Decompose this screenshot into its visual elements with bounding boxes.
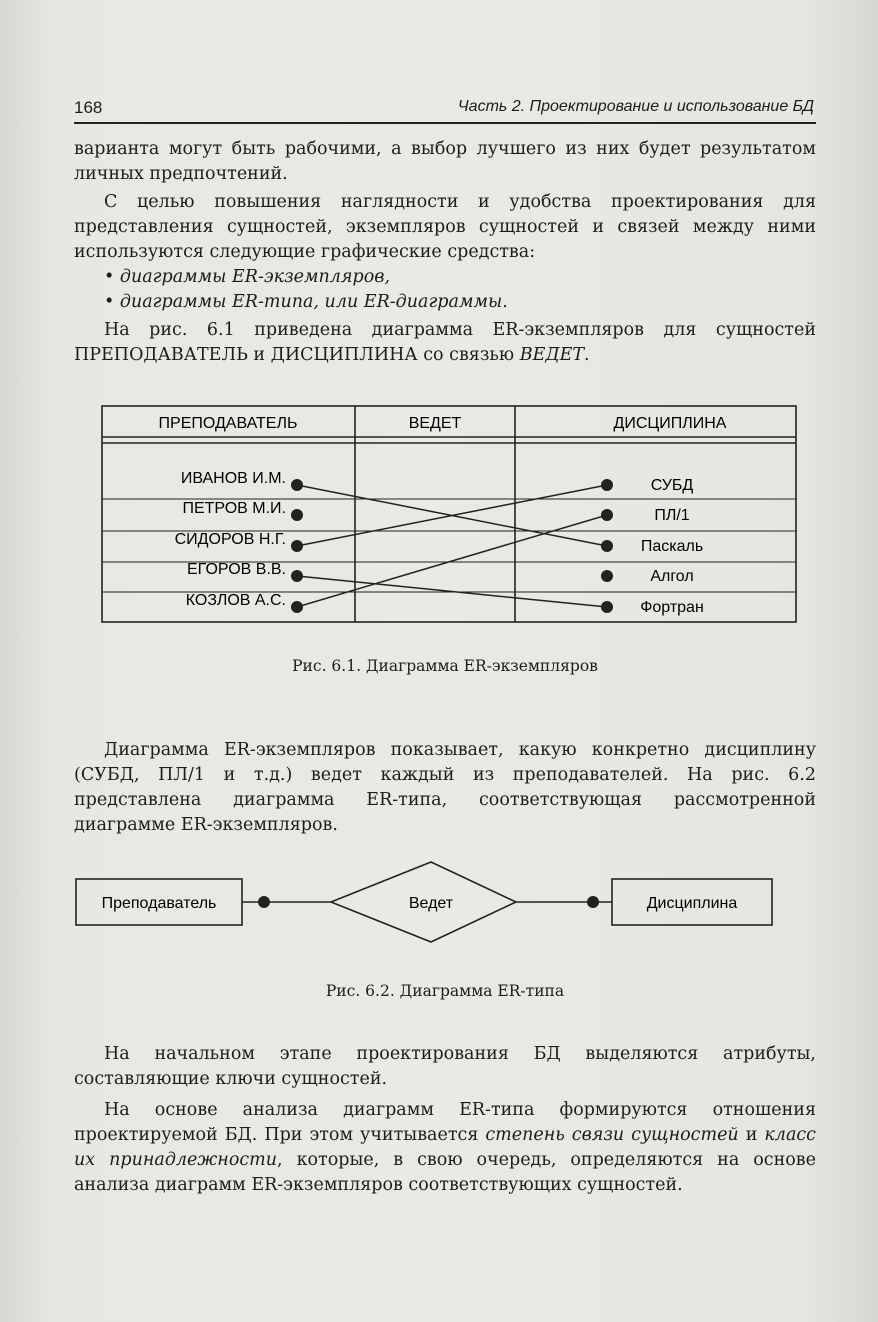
relations-text-start: На основе анализа диаграмм ER-типа формируются отношения проектируемой БД. При этом учитывается bbox=[74, 1100, 816, 1145]
fig1-ref-end: . bbox=[584, 345, 590, 365]
er-instance-diagram bbox=[100, 404, 798, 626]
left-connector-dot bbox=[258, 896, 270, 908]
teacher-dot bbox=[291, 540, 303, 552]
bullet-er-type: • диаграммы ER-типа, или ER-диаграммы. bbox=[104, 292, 508, 312]
teacher-dot bbox=[291, 509, 303, 521]
discipline-name: СУБД bbox=[650, 477, 694, 494]
paragraph-fig1-ref bbox=[74, 318, 816, 368]
paragraph-key-attributes: На начальном этапе проектирования БД выделяются атрибуты, составляющие ключи сущностей. bbox=[74, 1044, 816, 1089]
fig1-ref-emphasis: ВЕДЕТ bbox=[519, 345, 585, 365]
relations-emphasis-degree: степень связи сущностей bbox=[485, 1125, 739, 1145]
fig1-ref-text: На рис. 6.1 приведена диаграмма ER-экземпляров для сущностей ПРЕПОДАВАТЕЛЬ и ДИСЦИПЛИНА со связью bbox=[74, 320, 816, 365]
discipline-dot bbox=[601, 601, 613, 613]
discipline-dot bbox=[601, 540, 613, 552]
teacher-name: ИВАНОВ И.М. bbox=[180, 470, 286, 487]
teacher-dot bbox=[291, 570, 303, 582]
discipline-dot bbox=[601, 509, 613, 521]
figure2-caption: Рис. 6.2. Диаграмма ER-типа bbox=[325, 982, 565, 1000]
discipline-name: ПЛ/1 bbox=[654, 507, 690, 524]
er-type-diagram bbox=[74, 858, 826, 950]
teacher-name: СИДОРОВ Н.Г. bbox=[174, 531, 286, 548]
paragraph-relations bbox=[74, 1098, 816, 1198]
relationship-label: Ведет bbox=[408, 895, 454, 912]
header-discipline: ДИСЦИПЛИНА bbox=[613, 415, 727, 432]
mid-text bbox=[74, 738, 816, 838]
teacher-name: ЕГОРОВ В.В. bbox=[187, 561, 286, 578]
paragraph-diagram-explanation: Диаграмма ER-экземпляров показывает, какую конкретно дисциплину (СУБД, ПЛ/1 и т.д.) ведет каждый из преподавателей. На рис. 6.2 представлена диаграмма ER-типа, соответствующая рассмотренной диаграмме ER-экземпляров. bbox=[74, 740, 816, 835]
bullet-er-instances: • диаграммы ER-экземпляров, bbox=[104, 267, 391, 287]
header-leads: ВЕДЕТ bbox=[408, 415, 462, 432]
figure1-caption: Рис. 6.1. Диаграмма ER-экземпляров bbox=[292, 657, 598, 675]
teacher-dot bbox=[291, 601, 303, 613]
teacher-dot bbox=[291, 479, 303, 491]
header-teacher: ПРЕПОДАВАТЕЛЬ bbox=[158, 415, 298, 432]
entity-teacher-label: Преподаватель bbox=[101, 895, 217, 912]
discipline-dot bbox=[601, 479, 613, 491]
page-number: 168 bbox=[74, 98, 103, 117]
running-title: Часть 2. Проектирование и использование БД bbox=[457, 98, 814, 115]
relations-text-end: , которые, в свою очередь, определяются на основе анализа диаграмм ER-экземпляров соответствующих сущностей. bbox=[74, 1150, 816, 1195]
discipline-name: Фортран bbox=[640, 599, 704, 616]
relations-emphasis-class: класс их принадлежности bbox=[74, 1125, 816, 1170]
right-connector-dot bbox=[587, 896, 599, 908]
outro-text bbox=[74, 1042, 816, 1198]
page-header bbox=[74, 96, 816, 124]
relations-text-mid: и bbox=[738, 1125, 765, 1145]
paragraph-continued: варианта могут быть рабочими, а выбор лучшего из них будет результатом личных предпочтений. bbox=[74, 139, 816, 184]
link-line-3 bbox=[297, 515, 607, 607]
discipline-name: Паскаль bbox=[640, 538, 704, 555]
discipline-name: Алгол bbox=[650, 568, 694, 585]
intro-text bbox=[74, 137, 816, 368]
teacher-name: ПЕТРОВ М.И. bbox=[182, 500, 286, 517]
entity-discipline-label: Дисциплина bbox=[646, 895, 738, 912]
paragraph-graphic-means: С целью повышения наглядности и удобства проектирования для представления сущностей, экземпляров сущностей и связей между ними используются следующие графические средства: bbox=[74, 192, 816, 262]
teacher-name: КОЗЛОВ А.С. bbox=[185, 592, 286, 609]
discipline-dot bbox=[601, 570, 613, 582]
